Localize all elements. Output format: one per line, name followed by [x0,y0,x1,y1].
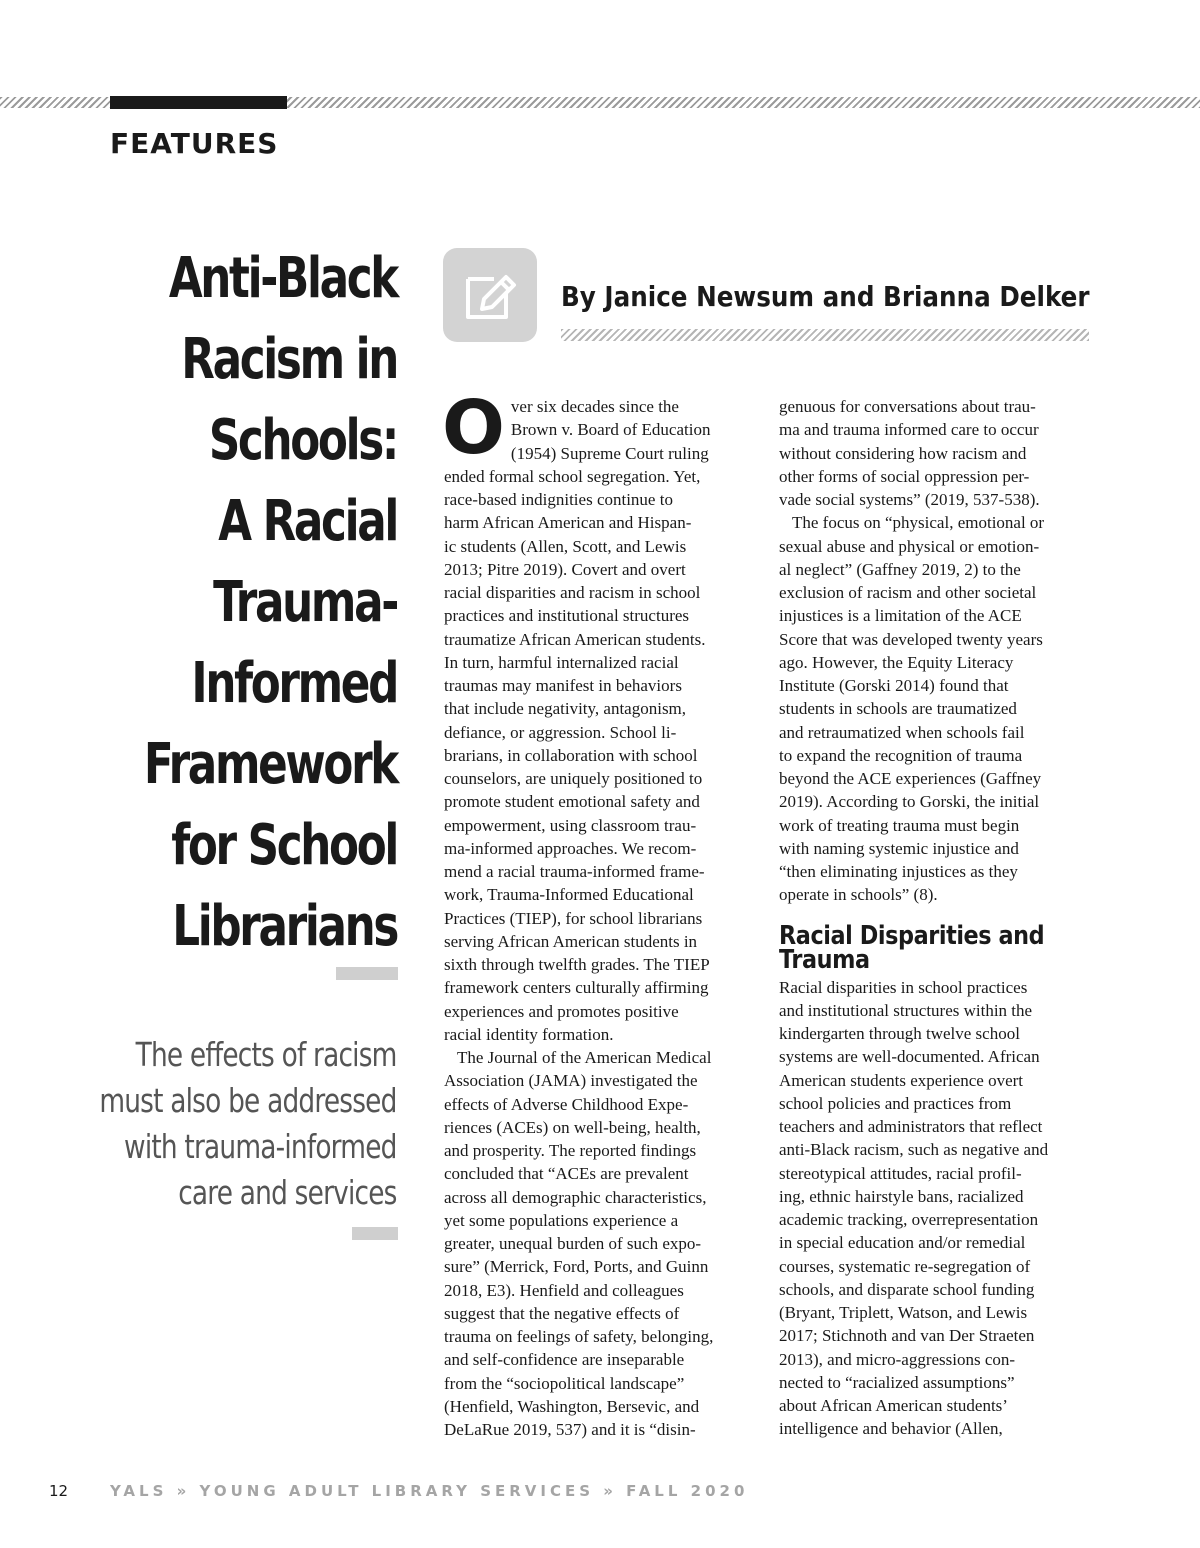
text-line: al neglect” (Gaffney 2019, 2) to the [779,559,1021,579]
text-line: nected to “racialized assumptions” [779,1372,1015,1392]
text-line: American students experience overt [779,1070,1024,1090]
text-line: in special education and/or remedial [779,1233,1026,1253]
title-line: Schools: [208,408,397,473]
pullquote-line: must also be addressed [99,1081,397,1120]
text-line: The focus on “physical, emotional or [792,513,1045,533]
text-line: school policies and practices from [779,1093,1012,1113]
pullquote-line: care and services [178,1173,397,1212]
text-line: empowerment, using classroom trau- [444,815,697,835]
text-line: ended formal school segregation. Yet, [444,466,701,486]
title-line: Trauma- [213,570,397,635]
text-line: work, Trauma-Informed Educational [444,885,694,905]
text-line: trauma on feelings of safety, belonging, [444,1327,714,1346]
text-line: from the “sociopolitical landscape” [444,1373,685,1393]
text-line: 2013), and micro-aggressions con- [779,1349,1016,1369]
title-line: Framework [143,732,397,797]
text-line: and prosperity. The reported findings [444,1141,697,1160]
heading-line: Trauma [779,944,870,975]
body-paragraph [442,385,762,1046]
text-line: across all demographic characteristics, [444,1187,707,1207]
body-paragraph [779,395,1097,511]
byline-hatch-rule [561,329,1089,341]
section-label: FEATURES [110,127,279,160]
text-line: genuous for conversations about trau- [779,397,1036,416]
section-heading [779,920,1106,975]
text-line: vade social systems” (2019, 537-538). [779,490,1040,509]
text-line: kindergarten through twelve school [779,1024,1020,1043]
title-line: Librarians [172,894,397,959]
text-line: concluded that “ACEs are prevalent [444,1164,689,1184]
pull-quote [100,1032,397,1216]
text-line: beyond the ACE experiences (Gaffney [779,769,1042,788]
text-line: academic tracking, overrepresentation [779,1210,1039,1229]
text-line: anti-Black racism, such as negative and [779,1140,1049,1160]
text-line: 2019). According to Gorski, the initial [779,792,1040,812]
text-line: In turn, harmful internalized racial [444,652,679,672]
text-line: race-based indignities continue to [444,490,673,509]
text-line: students in schools are traumatized [779,699,1017,719]
section-accent-bar [110,96,287,109]
text-line: and self-confidence are inseparable [444,1350,685,1370]
text-line: ic students (Allen, Scott, and Lewis [444,536,687,556]
text-line: defiance, or aggression. School li- [444,722,677,742]
title-line: Racism in [181,327,397,392]
text-line: counselors, are uniquely positioned to [444,769,703,788]
text-line: DeLaRue 2019, 537) and it is “disin- [444,1420,696,1439]
text-line: 2018, E3). Henfield and colleagues [444,1280,684,1300]
text-line: 2013; Pitre 2019). Covert and overt [444,559,686,579]
text-line: yet some populations experience a [444,1210,679,1230]
pullquote-accent-bar [352,1227,398,1240]
title-line: Informed [191,651,397,716]
text-line: promote student emotional safety and [444,792,700,812]
page-number: 12 [49,1482,69,1500]
text-line: riences (ACEs) on well-being, health, [444,1117,701,1137]
edit-pencil-icon [443,248,537,342]
title-accent-bar [336,967,398,980]
text-line: and institutional structures within the [779,1000,1033,1020]
text-line: Institute (Gorski 2014) found that [779,676,1009,695]
text-line: work of treating trauma must begin [779,815,1020,835]
text-line: teachers and administrators that reflect [779,1117,1043,1136]
text-line: and retraumatized when schools fail [779,722,1025,742]
text-line: without considering how racism and [779,443,1027,463]
text-line: sexual abuse and physical or emotion- [779,536,1040,556]
text-line: greater, unequal burden of such expo- [444,1234,702,1253]
title-line: for School [171,813,397,878]
text-line: (1954) Supreme Court ruling [510,443,709,463]
text-line: intelligence and behavior (Allen, [779,1419,1003,1439]
drop-cap: O [442,385,505,471]
text-line: effects of Adverse Childhood Expe- [444,1094,689,1114]
text-line: about African American students’ [779,1396,1008,1415]
heading-line: Racial Disparities and [779,920,1045,951]
text-line: ver six decades since the [510,397,679,416]
text-line: practices and institutional structures [444,606,690,626]
text-line: suggest that the negative effects of [444,1303,680,1323]
text-line: sixth through twelfth grades. The TIEP [444,955,710,974]
text-line: ma and trauma informed care to occur [779,420,1039,440]
text-line: other forms of social oppression per- [779,466,1030,486]
text-line: mend a racial trauma-informed frame- [444,862,705,881]
text-line: that include negativity, antagonism, [444,699,687,719]
text-line: systems are well-documented. African [779,1047,1040,1067]
text-line: traumas may manifest in behaviors [444,676,682,695]
title-line: Anti-Black [168,246,397,311]
article-title [140,238,397,967]
pullquote-line: The effects of racism [136,1035,397,1074]
text-line: to expand the recognition of trauma [779,745,1023,765]
text-line: The Journal of the American Medical [457,1048,712,1067]
text-line: Practices (TIEP), for school librarians [444,908,703,928]
text-line: (Henfield, Washington, Bersevic, and [444,1396,700,1416]
text-line: Score that was developed twenty years [779,629,1043,649]
text-line: experiences and promotes positive [444,1001,679,1021]
text-line: serving African American students in [444,931,698,951]
text-line: ing, ethnic hairstyle bans, racialized [779,1186,1024,1206]
title-line: A Racial [218,489,397,554]
text-line: Brown v. Board of Education [510,420,711,440]
body-paragraph [444,1046,762,1441]
pullquote-line: with trauma-informed [124,1127,398,1166]
text-line: harm African American and Hispan- [444,513,692,533]
text-line: racial identity formation. [444,1024,614,1044]
body-paragraph [779,976,1097,1441]
text-line: ma-informed approaches. We recom- [444,838,697,858]
text-line: injustices is a limitation of the ACE [779,606,1022,626]
text-line: Association (JAMA) investigated the [444,1071,698,1091]
text-line: Racial disparities in school practices [779,977,1028,997]
text-line: 2017; Stichnoth and van Der Straeten [779,1326,1035,1346]
text-line: stereotypical attitudes, racial profil- [779,1163,1022,1183]
text-line: operate in schools” (8). [779,885,938,905]
body-column-1 [442,385,762,1441]
text-line: courses, systematic re-segregation of [779,1256,1031,1276]
text-line: (Bryant, Triplett, Watson, and Lewis [779,1303,1028,1322]
text-line: racial disparities and racism in school [444,583,701,602]
text-line: schools, and disparate school funding [779,1279,1035,1299]
running-footer: YALS » YOUNG ADULT LIBRARY SERVICES » FALL 2020 [110,1482,749,1500]
body-column-2 [779,395,1097,1441]
text-line: exclusion of racism and other societal [779,583,1037,602]
text-line: traumatize African American students. [444,629,706,649]
byline: By Janice Newsum and Brianna Delker [561,280,1090,313]
text-line: sure” (Merrick, Ford, Ports, and Guinn [444,1257,709,1277]
text-line: framework centers culturally affirming [444,978,709,998]
text-line: brarians, in collaboration with school [444,745,698,765]
body-paragraph [779,511,1097,906]
text-line: with naming systemic injustice and [779,838,1019,858]
text-line: ago. However, the Equity Literacy [779,652,1014,672]
text-line: “then eliminating injustices as they [779,862,1018,881]
